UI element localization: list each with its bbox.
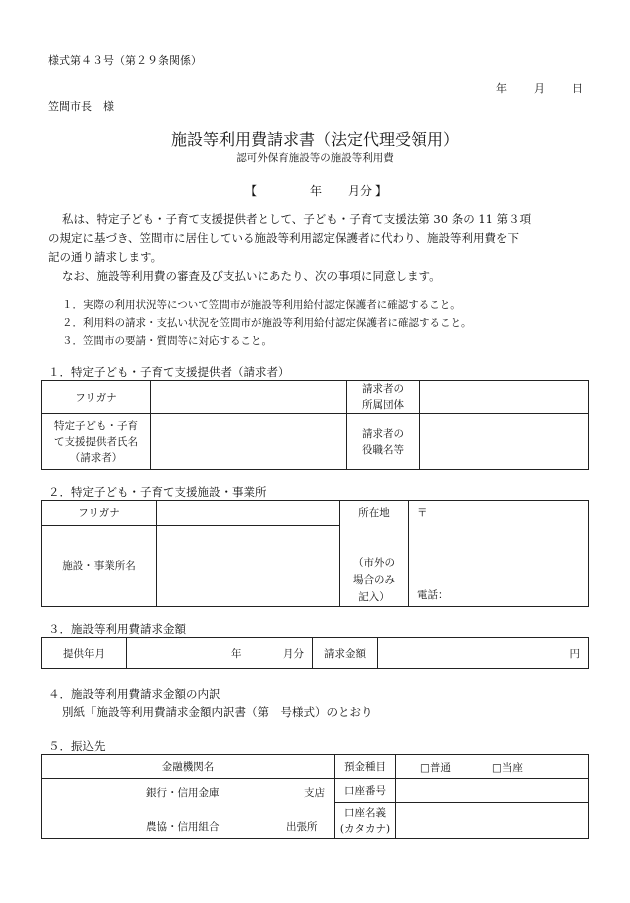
- bank-type-line-1: 銀行・信用金庫: [146, 787, 220, 799]
- ordinary-checkbox[interactable]: □普通: [420, 762, 451, 774]
- provider-table: [41, 380, 589, 470]
- date-day: 日: [572, 82, 583, 95]
- provided-month-input[interactable]: [127, 638, 313, 669]
- sub-branch-label: 出張所: [286, 821, 318, 833]
- account-number-input[interactable]: [396, 779, 589, 803]
- yen-unit: 円: [569, 647, 580, 660]
- date-month: 月: [534, 82, 545, 95]
- period-close-bracket: 】: [375, 184, 388, 198]
- account-name-input[interactable]: [396, 803, 589, 839]
- section-3-heading: ３．施設等利用費請求金額: [48, 622, 186, 636]
- provider-name-label: 特定子ども・子育 て支援提供者氏名 （請求者）: [42, 414, 151, 470]
- org-label: 請求者の 所属団体: [347, 381, 420, 414]
- period-year: 年: [310, 184, 323, 198]
- provided-month-unit: 月分: [283, 648, 304, 660]
- account-name-label: 口座名義 (カタカナ): [335, 803, 396, 839]
- amount-table: [41, 637, 589, 669]
- postal-mark: 〒: [417, 507, 428, 519]
- account-number-label: 口座番号: [335, 779, 396, 803]
- bank-name-label: 金融機関名: [42, 755, 335, 779]
- bank-table: [41, 754, 589, 839]
- position-label: 請求者の 役職名等: [347, 414, 420, 470]
- breakdown-note: 別紙「施設等利用費請求金額内訳書（第 号様式）のとおり: [62, 705, 373, 719]
- date-year: 年: [496, 82, 507, 95]
- org-input[interactable]: [420, 381, 589, 414]
- document-subtitle: 認可外保育施設等の施設等利用費: [236, 152, 394, 164]
- period-month: 月分: [348, 184, 373, 198]
- section-2-heading: ２．特定子ども・子育て支援施設・事業所: [48, 485, 267, 499]
- furigana-label: フリガナ: [42, 381, 151, 414]
- facility-table: [41, 500, 589, 607]
- provided-year-unit: 年: [231, 648, 242, 660]
- consent-item: １．実際の利用状況等について笠間市が施設等利用給付認定保護者に確認すること。: [62, 299, 461, 311]
- paragraph-consent: なお、施設等利用費の審査及び支払いにあたり、次の事項に同意します。: [62, 269, 441, 283]
- section-4-heading: ４．施設等利用費請求金額の内訳: [48, 687, 221, 701]
- address-input[interactable]: [409, 501, 589, 607]
- paragraph-line-1: 私は、特定子ども・子育て支援提供者として、子ども・子育て支援法第 30 条の 11 第３項: [62, 212, 532, 226]
- deposit-type-options: [396, 755, 589, 779]
- facility-furigana-label: フリガナ: [42, 501, 157, 526]
- amount-label: 請求金額: [313, 638, 378, 669]
- phone-label: 電話：: [417, 589, 449, 601]
- consent-item: ２．利用料の請求・支払い状況を笠間市が施設等利用給付認定保護者に確認すること。: [62, 317, 472, 329]
- facility-furigana-input[interactable]: [157, 501, 340, 526]
- addressee: 笠間市長 様: [48, 100, 114, 113]
- bank-name-input[interactable]: [42, 779, 335, 839]
- paragraph-line-3: 記の通り請求します。: [48, 250, 163, 264]
- section-1-heading: １．特定子ども・子育て支援提供者（請求者）: [48, 365, 290, 379]
- furigana-input[interactable]: [151, 381, 347, 414]
- address-label: 所在地 （市外の 場合のみ 記入）: [340, 501, 409, 607]
- deposit-type-label: 預金種目: [335, 755, 396, 779]
- consent-item: ３．笠間市の要請・質問等に対応すること。: [62, 335, 272, 347]
- position-input[interactable]: [420, 414, 589, 470]
- facility-name-label: 施設・事業所名: [42, 525, 157, 606]
- section-5-heading: ５．振込先: [48, 739, 106, 753]
- form-number: 様式第４３号（第２９条関係）: [48, 54, 202, 67]
- paragraph-line-2: の規定に基づき、笠間市に居住している施設等利用認定保護者に代わり、施設等利用費を下: [48, 231, 520, 245]
- period-open-bracket: 【: [245, 184, 258, 198]
- bank-type-line-2: 農協・信用組合: [146, 821, 220, 833]
- provided-month-label: 提供年月: [42, 638, 127, 669]
- facility-name-input[interactable]: [157, 525, 340, 606]
- provider-name-input[interactable]: [151, 414, 347, 470]
- branch-label: 支店: [304, 787, 325, 799]
- current-checkbox[interactable]: □当座: [492, 762, 523, 774]
- document-title: 施設等利用費請求書（法定代理受領用）: [170, 130, 459, 149]
- amount-input[interactable]: [378, 638, 589, 669]
